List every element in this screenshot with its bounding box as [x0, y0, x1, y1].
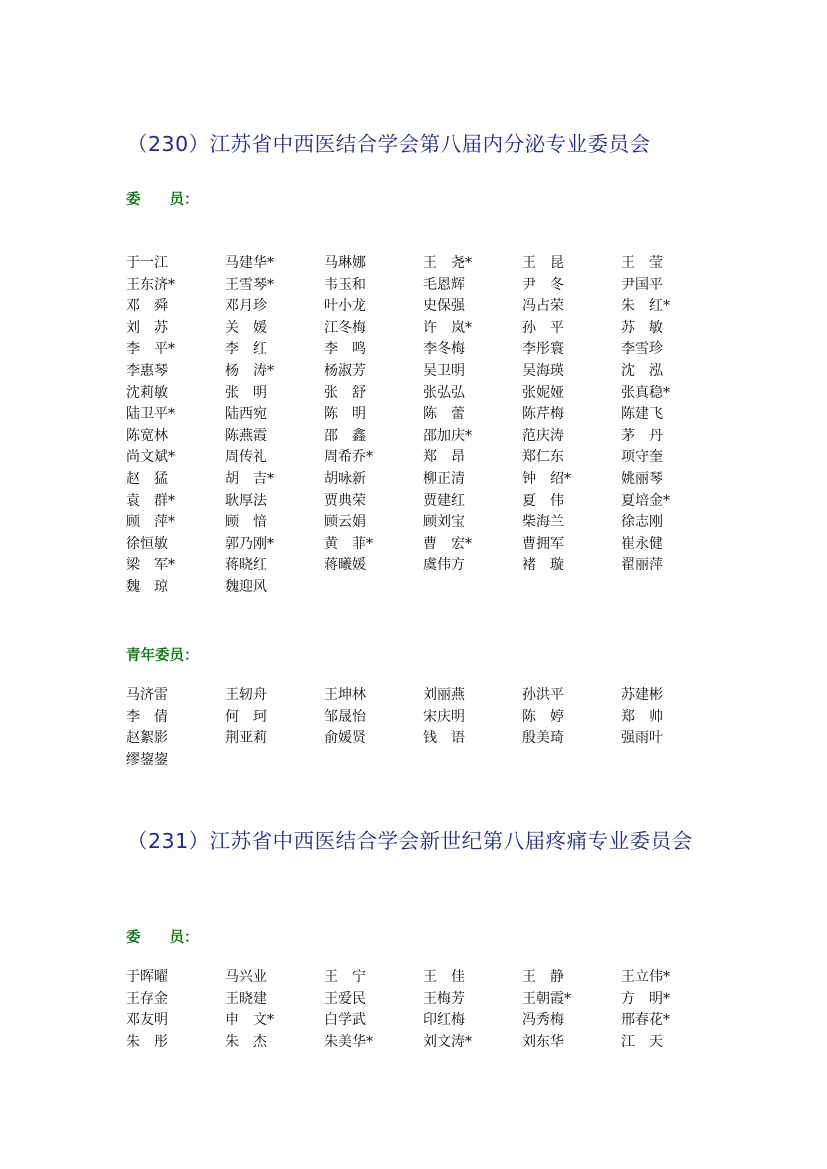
member-name: 邓友明 [126, 1012, 168, 1029]
member-name: 范庆涛 [522, 427, 564, 444]
member-name: 李雪珍 [621, 341, 663, 358]
member-name: 魏迎风 [225, 578, 267, 595]
member-name: 苏建彬 [621, 687, 663, 703]
member-name: 邹晟怡 [324, 708, 366, 725]
member-name: 吴海瑛 [522, 362, 564, 379]
member-name: 陈 明 [324, 406, 366, 423]
member-name: 徐志刚 [621, 514, 663, 531]
member-name: 朱美华* [324, 1033, 373, 1050]
member-name: 朱 彤 [126, 1033, 168, 1050]
member-name: 胡咏新 [324, 470, 366, 487]
section-231-title: （231）江苏省中西医结合学会新世纪第八届疼痛专业委员会 [127, 829, 693, 853]
member-name: 李 红 [225, 341, 267, 358]
member-name: 王坤林 [324, 687, 366, 703]
member-name: 张 舒 [324, 384, 366, 401]
member-name: 许 岚* [423, 319, 472, 336]
member-name: 王东济* [126, 276, 175, 293]
member-name: 尹国平 [621, 276, 663, 293]
member-name: 孙洪平 [522, 687, 564, 703]
member-name: 蒋晓红 [225, 557, 267, 574]
member-name: 沈莉敏 [126, 384, 168, 401]
member-name: 翟丽萍 [621, 557, 663, 574]
member-name: 马建华* [225, 255, 274, 271]
member-name: 刘丽燕 [423, 687, 465, 703]
member-name: 吴卫明 [423, 362, 465, 379]
member-name: 陈宽林 [126, 427, 168, 444]
member-name: 江冬梅 [324, 319, 366, 336]
member-name: 李彤寰 [522, 341, 564, 358]
section-230-members-list [126, 253, 720, 599]
member-name: 钱 语 [423, 730, 465, 747]
member-name: 韦玉和 [324, 276, 366, 293]
member-name: 杨 涛* [225, 362, 274, 379]
member-name: 张弘弘 [423, 384, 465, 401]
member-name: 尚文斌* [126, 449, 175, 466]
member-name: 陈 蕾 [423, 406, 465, 423]
member-name: 冯秀梅 [522, 1012, 564, 1029]
member-name: 朱 红* [621, 298, 670, 315]
member-name: 曹拥军 [522, 535, 564, 552]
member-name: 魏 琼 [126, 578, 168, 595]
section-230-title: （230）江苏省中西医结合学会第八届内分泌专业委员会 [127, 132, 651, 156]
member-name: 关 媛 [225, 319, 267, 336]
member-name: 张真稳* [621, 384, 670, 401]
member-name: 贾建红 [423, 492, 465, 509]
member-name: 于一江 [126, 255, 168, 271]
member-name: 黄 菲* [324, 535, 373, 552]
member-name: 王存金 [126, 990, 168, 1007]
member-name: 王晓建 [225, 990, 267, 1007]
member-name: 李 平* [126, 341, 175, 358]
member-name: 陈 婷 [522, 708, 564, 725]
member-name: 马兴业 [225, 969, 267, 985]
member-name: 刘东华 [522, 1033, 564, 1050]
member-name: 王轫舟 [225, 687, 267, 703]
member-name: 李 鸣 [324, 341, 366, 358]
member-name: 刘文涛* [423, 1033, 472, 1050]
member-name: 刘 苏 [126, 319, 168, 336]
member-name: 冯占荣 [522, 298, 564, 315]
member-name: 陈建飞 [621, 406, 663, 423]
member-name: 顾 愔 [225, 514, 267, 531]
member-name: 邓月珍 [225, 298, 267, 315]
member-name: 张 明 [225, 384, 267, 401]
member-name: 王梅芳 [423, 990, 465, 1007]
member-name: 顾 萍* [126, 514, 175, 531]
member-name: 周希乔* [324, 449, 373, 466]
member-name: 邵 鑫 [324, 427, 366, 444]
member-name: 钟 绍* [522, 470, 571, 487]
member-name: 毛恩辉 [423, 276, 465, 293]
member-name: 强雨叶 [621, 730, 663, 747]
member-name: 申 文* [225, 1012, 274, 1029]
member-name: 缪鋆鋆 [126, 751, 168, 768]
member-name: 夏培金* [621, 492, 670, 509]
member-name: 胡 吉* [225, 470, 274, 487]
member-name: 邢春花* [621, 1012, 670, 1029]
member-name: 方 明* [621, 990, 670, 1007]
member-name: 王 宁 [324, 969, 366, 985]
member-name: 曹 宏* [423, 535, 472, 552]
member-name: 赵 猛 [126, 470, 168, 487]
member-name: 项守奎 [621, 449, 663, 466]
member-name: 沈 泓 [621, 362, 663, 379]
member-name: 顾云娟 [324, 514, 366, 531]
member-name: 蒋曦媛 [324, 557, 366, 574]
member-name: 袁 群* [126, 492, 175, 509]
member-name: 尹 冬 [522, 276, 564, 293]
member-name: 陆卫平* [126, 406, 175, 423]
member-name: 夏 伟 [522, 492, 564, 509]
member-name: 赵絮影 [126, 730, 168, 747]
member-name: 殷美琦 [522, 730, 564, 747]
member-name: 张妮娅 [522, 384, 564, 401]
member-name: 虞伟方 [423, 557, 465, 574]
member-name: 叶小龙 [324, 298, 366, 315]
member-name: 李冬梅 [423, 341, 465, 358]
member-name: 邵加庆* [423, 427, 472, 444]
section-231-members-label: 委 员： [126, 930, 199, 946]
member-name: 马济雷 [126, 687, 168, 703]
member-name: 梁 军* [126, 557, 175, 574]
member-name: 柴海兰 [522, 514, 564, 531]
member-name: 李 倩 [126, 708, 168, 725]
member-name: 孙 平 [522, 319, 564, 336]
member-name: 史保强 [423, 298, 465, 315]
member-name: 王 静 [522, 969, 564, 985]
member-name: 顾刘宝 [423, 514, 465, 531]
member-name: 郭乃刚* [225, 535, 274, 552]
section-230-youth-label: 青年委员： [126, 648, 199, 664]
member-name: 于晖曜 [126, 969, 168, 985]
member-name: 陆西宛 [225, 406, 267, 423]
member-name: 姚丽琴 [621, 470, 663, 487]
member-name: 郑 帅 [621, 708, 663, 725]
member-name: 徐恒敏 [126, 535, 168, 552]
member-name: 朱 杰 [225, 1033, 267, 1050]
member-name: 崔永健 [621, 535, 663, 552]
member-name: 王 莹 [621, 255, 663, 271]
member-name: 王朝霞* [522, 990, 571, 1007]
member-name: 陈芹梅 [522, 406, 564, 423]
member-name: 苏 敏 [621, 319, 663, 336]
member-name: 宋庆明 [423, 708, 465, 725]
member-name: 王 尧* [423, 255, 472, 271]
section-230-members-label: 委 员： [126, 192, 199, 208]
member-name: 贾典荣 [324, 492, 366, 509]
member-name: 王立伟* [621, 969, 670, 985]
member-name: 印红梅 [423, 1012, 465, 1029]
member-name: 郑 昂 [423, 449, 465, 466]
member-name: 李惠琴 [126, 362, 168, 379]
member-name: 陈燕霞 [225, 427, 267, 444]
member-name: 白学武 [324, 1012, 366, 1029]
member-name: 王雪琴* [225, 276, 274, 293]
member-name: 马琳娜 [324, 255, 366, 271]
member-name: 柳正清 [423, 470, 465, 487]
member-name: 何 珂 [225, 708, 267, 725]
member-name: 王 昆 [522, 255, 564, 271]
member-name: 郑仁东 [522, 449, 564, 466]
section-231-members-list [126, 967, 720, 1053]
member-name: 杨淑芳 [324, 362, 366, 379]
member-name: 江 天 [621, 1033, 663, 1050]
section-230-youth-list [126, 685, 720, 771]
member-name: 俞媛贤 [324, 730, 366, 747]
member-name: 耿厚法 [225, 492, 267, 509]
member-name: 荆亚莉 [225, 730, 267, 747]
member-name: 褚 璇 [522, 557, 564, 574]
member-name: 王爱民 [324, 990, 366, 1007]
member-name: 茅 丹 [621, 427, 663, 444]
member-name: 邓 舜 [126, 298, 168, 315]
member-name: 王 佳 [423, 969, 465, 985]
member-name: 周传礼 [225, 449, 267, 466]
